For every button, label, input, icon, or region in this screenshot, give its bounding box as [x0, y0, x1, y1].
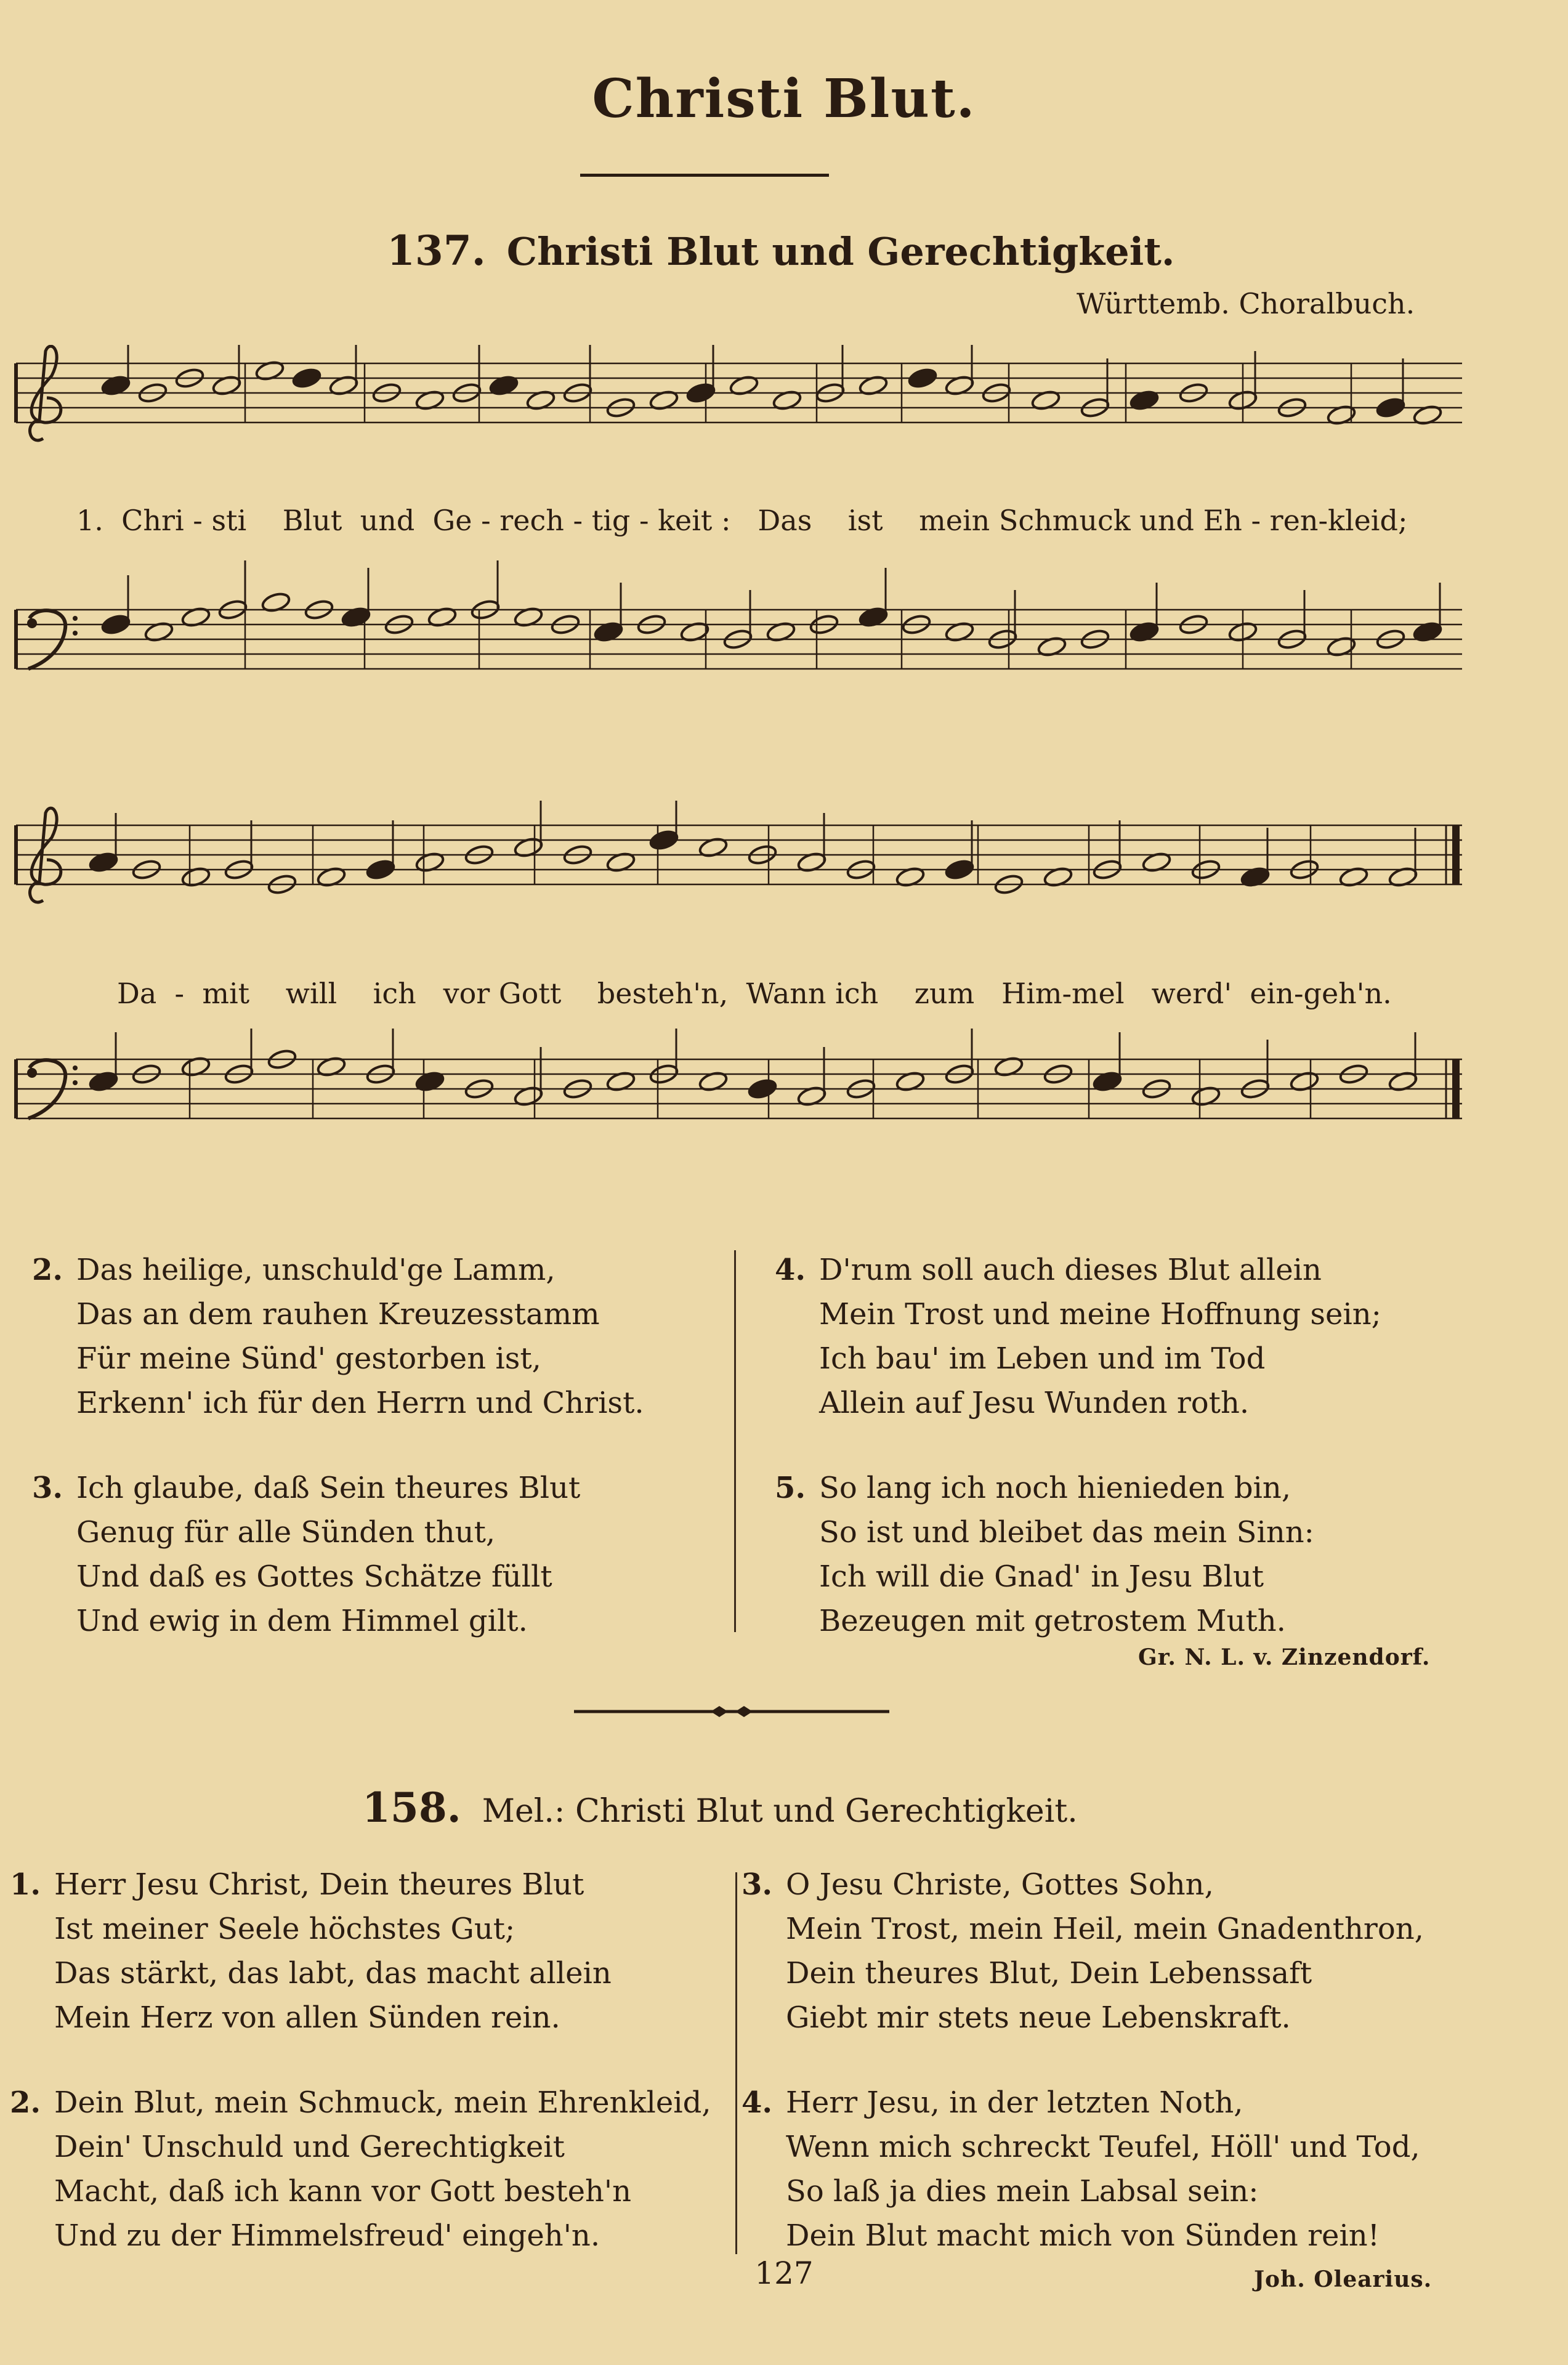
verse-line: Mein Herz von allen Sünden rein. — [54, 2000, 560, 2035]
verse-number: 4. — [742, 2085, 773, 2120]
verse-line: Dein' Unschuld und Gerechtigkeit — [54, 2130, 565, 2164]
hymn-158-heading — [362, 1784, 1078, 1832]
hymn-157-number: 137. — [387, 227, 486, 275]
hymn-157-lyrics-line-2: Da - mit will ich vor Gott besteh'n, Wann ich zum Him-mel werd' ein-geh'n. — [117, 977, 1392, 1010]
note-head — [100, 613, 131, 636]
verse-block — [32, 1248, 644, 1425]
verse-line: Das an dem rauhen Kreuzesstamm — [76, 1297, 600, 1332]
hymn-158-melody: Mel.: Christi Blut und Gerechtigkeit. — [482, 1793, 1078, 1830]
verse-block — [10, 2080, 711, 2258]
verse-line: Und zu der Himmelsfreud' eingeh'n. — [54, 2218, 600, 2253]
note-head — [649, 829, 679, 851]
verse-block — [775, 1248, 1381, 1425]
verse-line: Herr Jesu Christ, Dein theures Blut — [54, 1867, 584, 1902]
verse-line: Wenn mich schreckt Teufel, Höll' und Tod, — [786, 2130, 1420, 2164]
note-head — [1375, 397, 1405, 419]
hymn-157-source: Württemb. Choralbuch. — [1077, 287, 1415, 320]
verse-line: Ich will die Gnad' in Jesu Blut — [819, 1559, 1264, 1594]
verse-line: Genug für alle Sünden thut, — [76, 1515, 496, 1550]
verse-number: 1. — [10, 1867, 41, 1902]
verse-line: Mein Trost und meine Hoffnung sein; — [819, 1297, 1381, 1332]
hymn-157-heading — [387, 227, 1174, 275]
note-head — [907, 367, 937, 389]
note-head — [944, 859, 974, 881]
verse-block — [742, 2080, 1420, 2258]
verse-line: Das heilige, unschuld'ge Lamm, — [76, 1253, 556, 1287]
verse-number: 2. — [32, 1253, 63, 1287]
hymn-158-author: Joh. Olearius. — [1254, 2266, 1433, 2292]
verse-block — [32, 1466, 581, 1643]
verse-line: Ist meiner Seele höchstes Gut; — [54, 1912, 515, 1946]
hymn-158-number: 158. — [362, 1784, 461, 1832]
verse-line: Ich bau' im Leben und im Tod — [819, 1341, 1266, 1376]
verse-line: D'rum soll auch dieses Blut allein — [819, 1253, 1322, 1287]
hymn-157-lyrics-line-1: 1. Chri - sti Blut und Ge - rech - tig - keit : Das ist mein Schmuck und Eh - ren-kleid; — [76, 504, 1408, 537]
verse-number: 5. — [775, 1471, 806, 1505]
verse-line: Dein Blut, mein Schmuck, mein Ehrenkleid, — [54, 2085, 711, 2120]
page-number: 127 — [754, 2255, 814, 2291]
bass-clef-dot — [73, 631, 78, 636]
hymn-158-column-separator — [735, 1872, 737, 2254]
section-title: Christi Blut. — [592, 68, 976, 130]
verse-line: Herr Jesu, in der letzten Noth, — [786, 2085, 1243, 2120]
ornamental-divider — [574, 1702, 889, 1721]
verse-line: Und daß es Gottes Schätze füllt — [76, 1559, 552, 1594]
system-2-treble-staff — [11, 801, 1465, 973]
note-head — [747, 1078, 777, 1100]
bass-clef-dot — [73, 1065, 78, 1070]
bass-clef-dot — [73, 616, 78, 621]
final-barline-thick — [1452, 825, 1460, 884]
verse-line: Für meine Sünd' gestorben ist, — [76, 1341, 541, 1376]
note-head — [365, 859, 395, 881]
verse-line: Dein theures Blut, Dein Lebenssaft — [786, 1956, 1312, 1991]
verse-line: O Jesu Christe, Gottes Sohn, — [786, 1867, 1214, 1902]
bass-clef-dot — [73, 1080, 78, 1085]
verse-number: 2. — [10, 2085, 41, 2120]
system-1-treble-staff — [11, 345, 1465, 468]
verse-block — [775, 1466, 1314, 1643]
verse-line: Ich glaube, daß Sein theures Blut — [76, 1471, 581, 1505]
verse-number: 3. — [32, 1471, 63, 1505]
verse-block — [10, 1862, 612, 2040]
verse-line: So ist und bleibet das mein Sinn: — [819, 1515, 1314, 1550]
verse-line: Macht, daß ich kann vor Gott besteh'n — [54, 2174, 632, 2209]
note-head — [685, 382, 716, 404]
hymn-157-author: Gr. N. L. v. Zinzendorf. — [1138, 1644, 1431, 1670]
verse-line: Das stärkt, das labt, das macht allein — [54, 1956, 612, 1991]
final-barline-thick — [1452, 1059, 1460, 1118]
verse-line: Und ewig in dem Himmel gilt. — [76, 1604, 528, 1638]
verse-line: So laß ja dies mein Labsal sein: — [786, 2174, 1259, 2209]
system-2-bass-staff — [11, 1029, 1465, 1213]
title-rule — [580, 174, 829, 177]
verse-line: So lang ich noch hienieden bin, — [819, 1471, 1291, 1505]
verse-line: Bezeugen mit getrostem Muth. — [819, 1604, 1286, 1638]
verse-number: 3. — [742, 1867, 773, 1902]
bass-clef-dot — [27, 618, 37, 628]
bass-clef-dot — [27, 1068, 37, 1078]
verse-line: Allein auf Jesu Wunden roth. — [819, 1386, 1250, 1420]
verse-line: Giebt mir stets neue Lebenskraft. — [786, 2000, 1291, 2035]
hymn-157-title: Christi Blut und Gerechtigkeit. — [506, 229, 1175, 274]
system-1-bass-staff — [11, 554, 1465, 758]
verse-block — [742, 1862, 1424, 2040]
verse-line: Mein Trost, mein Heil, mein Gnadenthron, — [786, 1912, 1424, 1946]
hymn-157-column-separator — [734, 1250, 736, 1632]
note-head — [291, 367, 321, 389]
verse-line: Dein Blut macht mich von Sünden rein! — [786, 2218, 1380, 2253]
verse-line: Erkenn' ich für den Herrn und Christ. — [76, 1386, 644, 1420]
verse-number: 4. — [775, 1253, 806, 1287]
